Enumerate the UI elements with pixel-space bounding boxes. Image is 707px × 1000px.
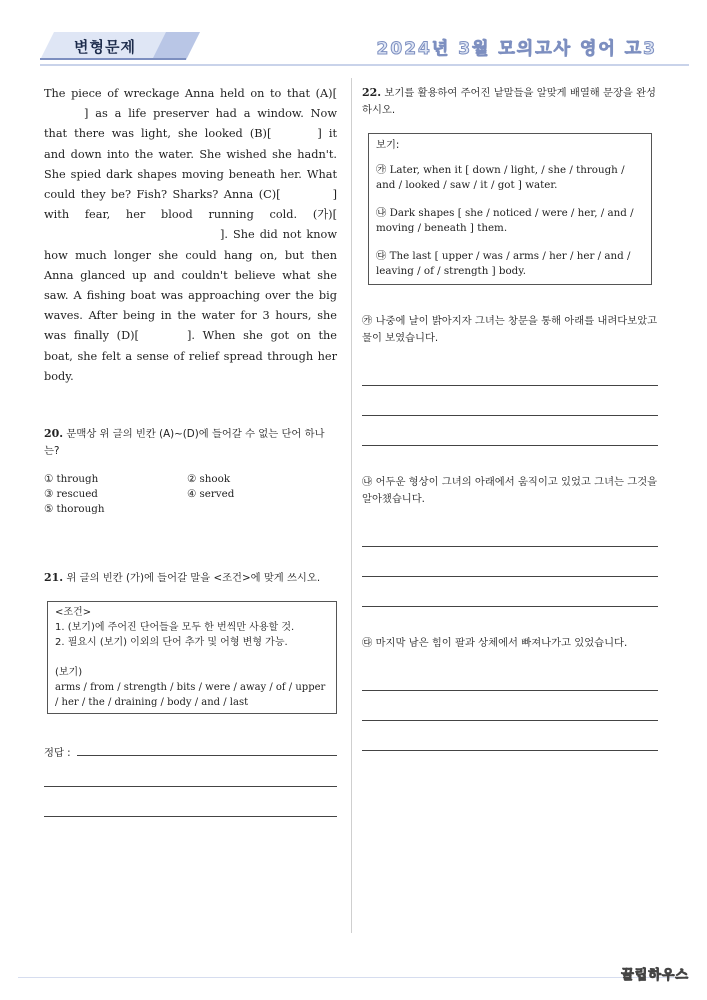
bogi-item-2: ㉯ Dark shapes [ she / noticed / were / her, / and / moving / beneath ] them.	[376, 206, 634, 234]
answer-line[interactable]	[77, 755, 337, 756]
footer-logo: 꿀립하우스	[621, 968, 689, 983]
section-tag-label: 변형문제	[74, 38, 136, 56]
bogi-title: (보기)	[55, 667, 83, 679]
question-text: 위 글의 빈칸 (가)에 들어갈 말을 <조건>에 맞게 쓰시오.	[66, 572, 321, 585]
bogi-words: arms / from / strength / bits / were / away / of / upper / her / the / draining / body / and / last	[55, 682, 326, 709]
prompt-3: ㉰ 마지막 남은 힘이 팔과 상체에서 빠져나가고 있었습니다.	[362, 636, 628, 649]
page-header	[0, 0, 707, 70]
bogi-box	[368, 133, 652, 285]
header-divider	[40, 64, 689, 66]
condition-box	[47, 601, 337, 714]
option-1[interactable]: ① through	[44, 473, 99, 486]
question-number: 21.	[44, 571, 64, 585]
passage-text: ] as a life preserver had a window. Now that there was light, she looked (B)[	[44, 107, 337, 141]
question-text: 보기를 활용하여 주어진 낱말들을 알맞게 배열해 문장을 완성하시오.	[362, 87, 657, 116]
passage-text: ]. When she got on the boat, she felt a sense of relief spread through her body.	[44, 329, 337, 383]
option-4[interactable]: ④ served	[187, 488, 235, 501]
bogi-item-1: ㉮ Later, when it [ down / light, / she / through / and / looked / saw / it / got ] water.	[376, 163, 625, 191]
question-number: 22.	[362, 86, 382, 99]
right-column	[362, 84, 658, 751]
exam-title: 2024년 3월 모의고사 영어 고3	[376, 39, 657, 59]
passage-text: The piece of wreckage Anna held on to that (A)[	[44, 87, 337, 100]
column-divider	[351, 78, 352, 933]
reading-passage	[44, 84, 337, 387]
footer-divider	[18, 977, 689, 978]
left-column	[44, 84, 337, 817]
question-number: 20.	[44, 427, 64, 441]
bogi-item-3: ㉰ The last [ upper / was / arms / her / her / and / leaving / of / strength ] body.	[376, 249, 631, 277]
answer-label: 정답 :	[44, 747, 71, 760]
passage-text: ] it and down into the water. She wished she hadn't. She spied dark shapes moving beneath her. What could they be? Fish? Sharks? Anna (C)[	[44, 127, 337, 202]
question-20	[44, 425, 337, 460]
answer-line[interactable]	[44, 816, 337, 817]
answer-row	[44, 744, 337, 759]
answer-options	[44, 472, 337, 517]
answer-line[interactable]	[362, 750, 658, 751]
question-21	[44, 569, 337, 587]
condition-title: <조건>	[55, 607, 92, 619]
question-text: 문맥상 위 글의 빈칸 (A)~(D)에 들어갈 수 없는 단어 하나는?	[44, 428, 325, 458]
section-tag	[40, 32, 200, 60]
condition-1: 1. (보기)에 주어진 단어들을 모두 한 번씩만 사용할 것.	[55, 622, 295, 634]
passage-text: ] with fear, her blood running cold. (가)[	[44, 188, 337, 222]
passage-text: ]. She did not know how much longer she could hang on, but then Anna glanced up and couldn't believe what she saw. A fishing boat was approaching over the big waves. After being in the water for 3 hours, she was finally (D)[	[44, 228, 337, 343]
option-3[interactable]: ③ rescued	[44, 488, 98, 501]
option-5[interactable]: ⑤ thorough	[44, 503, 105, 516]
question-22	[362, 84, 658, 119]
prompt-1: ㉮ 나중에 날이 밝아지자 그녀는 창문을 통해 아래를 내려다보았고 물이 보였습니다.	[362, 314, 658, 344]
prompt-2: ㉯ 어두운 형상이 그녀의 아래에서 움직이고 있었고 그녀는 그것을 알아챘습니다.	[362, 475, 658, 505]
option-2[interactable]: ② shook	[187, 473, 231, 486]
condition-2: 2. 필요시 (보기) 이외의 단어 추가 및 어형 변형 가능.	[55, 637, 288, 649]
bogi-label: 보기:	[376, 139, 400, 151]
